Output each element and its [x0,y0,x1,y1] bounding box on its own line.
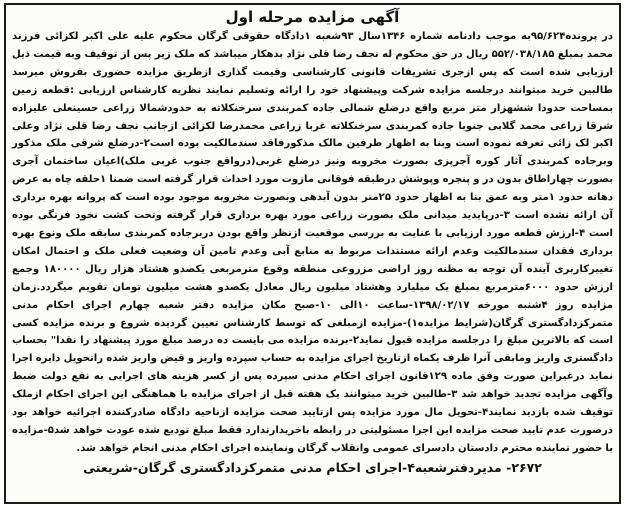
notice-body: در پرونده۹۵/۶۲۴به موجب دادنامه شماره ۱۳۴۶سال ۹۳شعبه ۱دادگاه حقوقی گرگان محکوم علیه علی اکبر لکزائی فرزند محمد بمبلغ ۵۵۲/۰۳۸/۱۸۵ ریال در حق محکوم له نجف رضا قلی نژاد بدهکار میباشد که ملک زیر پس از توقیف وبه قیمت ذیل ارزیابی شده است که پس ازجری تشریفات قانونی کارشناسی وقیمت گذاری ازطریق مزایده حضوری بفروش میرسد طالبین خرید میتوانند درجلسه مزایده شرکت وپیشنهاد خود را ارائه وتسلیم نمایند نظریه کارشناس ارزیابی :قطعه زمین بمساحت حدودا ششهزار متر مربع واقع درضلع شمالی جاده کمربندی سرخنکلاته به حدودشمالا زراعی حسینعلی علیزاده شرقا زراعی محمد گلابی جنوبا جاده کمربندی سرخنکلاته غربا زراعی محمدرضا لکزائی ازجانب نجف رضا قلی نژاد وعلی اکبر لک زائی تعرفه نموده است وبنا به اظهار طرفین مالک مذکورفاقد سندمالکیت بوده است۲-درضلع شرقی ملک مذکور وبرجاده کمربندی آثار کوره آجرپزی بصورت مخروبه ونیز درضلع غربی(درواقع جنوب غربی ملک)اعیان ساختمان آجری بصورت چهاراطاق بدون در و پنجره وپوشش درطبقه فوقانی مازوت مورد احداث قرار گرفته است ضمنا ۱حلقه چاه به عرض دهانه حدود ۱متر وبه عمق بنا به اظهار حدود ۲۵متر بدون آبدهی وبصورت مخروبه موجود بوده است که پروانه بهره برداری آن ارائه نشده است ۳-درپایدید میدانی ملک بصورت زراعی مورد بهره برداری قرار گرفته وتحت کشت نخود فرنگی بوده است ۴-ارزش قطعه مورد ارزیابی با عنایت به بررسی موقعیت ازنظر واقع بودن دربرجاده کمربندی سابقه ملک ونوع بهره برداری فقدان سندمالکیت وعدم ارائه مستندات مربوط به منابع آبی وعدم تامین آن وضعیت فعلی ملک و احتمال امکان تغییرکاربری آینده آن توجه به مظنه روز اراضی مزروعی منطقه وقوع مترمربعی یکصدو هشتاد هزار ریال ۱۸۰۰۰۰ وجمع ارزش حدود ۶۰۰۰مترمربع بمبلغ یک میلیارد وهشتاد میلیون ریال معادل یکصدو هشت میلیون تومان تقویم میگردد.زمان مزایده روز ۴شنبه مورخه ۱۳۹۸/۰۲/۱۷-ساعت ۱۰الی ۱۰-صبح مکان مزایده دفتر شعبه چهارم اجرای احکام مدنی متمرکزدادگستری گرگان(شرایط مزایده۱)-مزایده ازمبلغی که توسط کارشناس تعیین گردیده شروع و برنده مزایده کسی است که بالاترین مبلغ را درجلسه مزایده قبول نماید۲-برنده مزایده می بایست ده درصد مبلغ مورد پیشنهاد را نقدا" بحساب دادگستری واریز ومابقی آنرا ظرف یکماه ازتاریخ اجرای مزایده به حساب سپرده واریز و قیض واریز شده راتحویل دایره اجرا نماید درغیراین صورت وفق ماده ۱۲۹قانون اجرای احکام مدنی سپرده پس از کسر هزینه های اجرایی به نفع دولت ضبط وآگهی مزایده تجدید خواهد شد ۳-طالبین خرید میتوانند یک هفته قبل از اجرای مزایده با هماهنگی این اجرای احکام ازملک توقیف شده بازدید نمایند۴-تحویل مال مورد مزایده پس ازتایید صحت مزایده ازناحیه دادگاه صادرکننده اجرائیه خواهد بود درصورت عدم تایید صحت مزایده این اجرا مسئولیتی در رابطه باخریدارندارد فقط مبلغ تودیع شده عودت خواهد شد۵-مزایده با حضور نماینده محترم دادستان دادسرای عمومی وانقلاب گرگان ونماینده اجرای احکام مدنی انجام خواهد شد. [12,31,614,454]
notice-footer: ۲۶۷۲- مدیردفترشعبه۴-اجرای احکام مدنی متمرکزدادگستری گرگان-شریعتی [83,459,542,475]
notice-title: آگهی مزایده مرحله اول [225,8,400,26]
auction-notice [4,3,621,504]
